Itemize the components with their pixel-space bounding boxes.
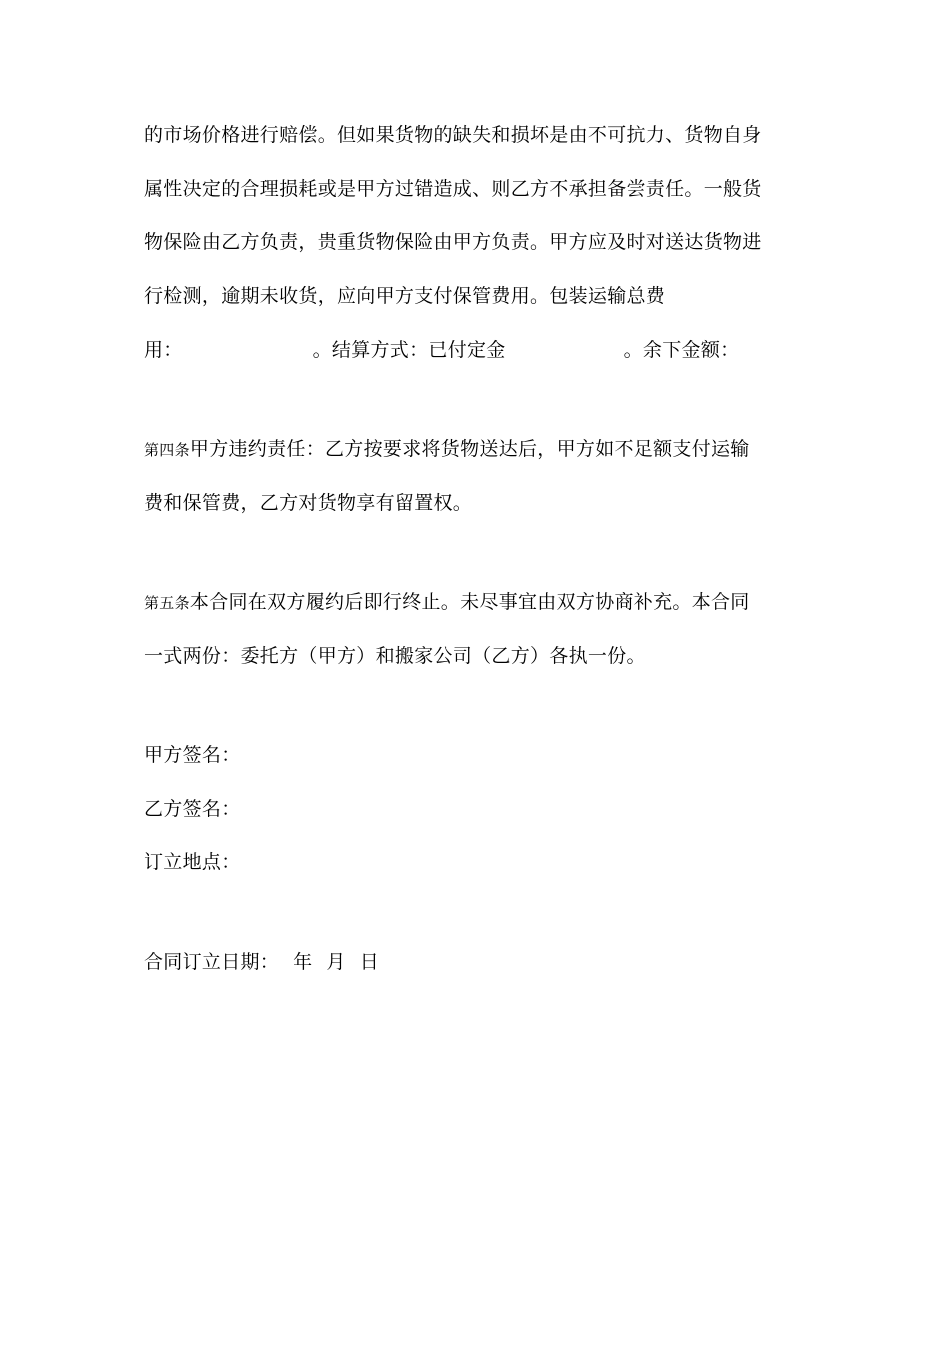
date-year: 年 (293, 951, 313, 973)
signing-place-label: 订立地点： (144, 851, 241, 873)
section4-line-1 (144, 436, 750, 463)
section3-line-2: 属性决定的合理损耗或是甲方过错造成、则乙方不承担备尝责任。一般货 (144, 178, 762, 200)
section3-line-3: 物保险由乙方负责，贵重货物保险由甲方负责。甲方应及时对送达货物进 (144, 231, 762, 253)
section4-text: 甲方违约责任：乙方按要求将货物送达后，甲方如不足额支付运输 (189, 438, 750, 460)
section5-line-1 (144, 589, 750, 616)
settlement-label: 。结算方式：已付定金 (312, 339, 506, 361)
date-month: 月 (326, 951, 346, 973)
section3-line-1: 的市场价格进行赔偿。但如果货物的缺失和损坏是由不可抗力、货物自身 (144, 124, 762, 146)
section4-line-2: 费和保管费，乙方对货物享有留置权。 (144, 492, 473, 514)
section5-text: 本合同在双方履约后即行终止。未尽事宜由双方协商补充。本合同 (189, 591, 750, 613)
signing-date-line (144, 949, 379, 975)
section4-number: 第四条 (144, 441, 190, 459)
remaining-amount-label: 。余下金额： (623, 339, 740, 361)
section5-line-2: 一式两份：委托方（甲方）和搬家公司（乙方）各执一份。 (144, 645, 646, 667)
section3-line-4: 行检测，逾期未收货，应向甲方支付保管费用。包装运输总费 (144, 285, 666, 307)
section3-line-5 (144, 337, 739, 363)
date-day: 日 (359, 951, 380, 973)
party-a-signature-label: 甲方签名： (144, 744, 241, 766)
total-fee-label: 用： (144, 339, 183, 361)
party-b-signature-label: 乙方签名： (144, 798, 241, 820)
signing-date-label: 合同订立日期： (144, 951, 280, 973)
section5-number: 第五条 (144, 594, 190, 612)
